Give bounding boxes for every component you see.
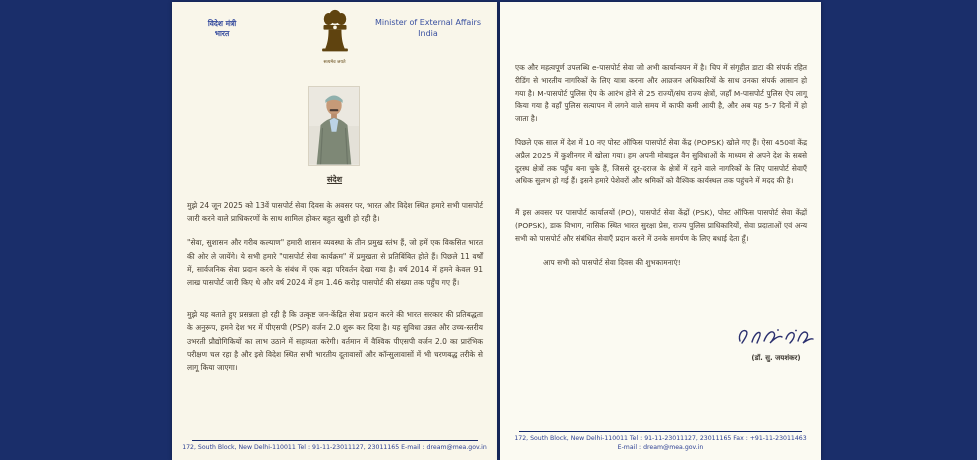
letter-body-page2 xyxy=(515,62,807,280)
letterhead-english-line1: Minister of External Affairs xyxy=(374,18,482,27)
letterhead-hindi-line2: भारत xyxy=(214,29,230,38)
footer-rule xyxy=(519,431,801,432)
footer-address: 172, South Block, New Delhi-110011 Tel : 91-11-23011127, 23011165 Fax : +91-11-23011463 xyxy=(514,435,807,442)
letter-page-2 xyxy=(500,2,821,460)
emblem-motto: सत्यमेव जयते xyxy=(323,60,346,65)
signature-block xyxy=(728,325,824,363)
message-heading: संदेश xyxy=(326,175,343,184)
paragraph: मुझे यह बताते हुए प्रसन्नता हो रही है कि उत्कृष्ट जन-केंद्रित सेवा प्रदान करने की भारत सरकार की प्रतिबद्धता के अनुरूप, हमने देश भर में पीएसपी (PSP) वर्जन 2.0 शुरू कर दिया है। यह सुविधा उन्नत और उच्च-स्तरीय उभरती प्रौद्योगिकियों का लाभ उठाने में सहायता करेगी। वर्तमान में वैश्विक पीएसपी वर्जन 2.0 का प्रारंभिक परीक्षण चल रहा है और इसे विदेश स्थित सभी भारतीय दूतावासों और कॉन्सुलावासों में भी चरणबद्ध तरीके से लागू किया जाएगा। xyxy=(187,310,483,373)
minister-portrait-icon xyxy=(309,87,359,165)
letterhead-english-title xyxy=(372,17,484,39)
letterhead-hindi-line1: विदेश मंत्री xyxy=(207,19,237,28)
footer-rule xyxy=(192,440,478,441)
letter-body-page1 xyxy=(187,199,483,385)
signatory-name: (डॉ. सु. जयशंकर) xyxy=(751,354,801,362)
paragraph: मैं इस अवसर पर पासपोर्ट कार्यालयों (PO), पासपोर्ट सेवा केंद्रों (PSK), पोस्ट ऑफिस पासपोर्ट सेवा केंद्रों (POPSK), डाक विभाग, नासिक स्थित भारत सुरक्षा प्रेस, राज्य पुलिस प्राधिकारियों, सेवा प्रदाताओं एवं अन्य सभी को पासपोर्ट और संबंधित सेवाएँ प्रदान करने में उनके समर्पण के लिए बधाई देता हूँ। xyxy=(515,208,807,243)
minister-portrait-photo xyxy=(308,86,360,166)
greeting-line: आप सभी को पासपोर्ट सेवा दिवस की शुभकामनाएं! xyxy=(543,257,681,267)
letter-page-1 xyxy=(172,2,497,460)
letterhead-english-line2: India xyxy=(418,29,438,38)
national-emblem-icon xyxy=(316,8,354,54)
page1-footer xyxy=(172,440,497,453)
paragraph: पिछले एक साल में देश में 10 नए पोस्ट ऑफिस पासपोर्ट सेवा केंद्र (POPSK) खोले गए हैं। ऐसा 450वां केंद्र अप्रैल 2025 में कुशीनगर में खोला गया। हम अपनी मोबाइल वैन सुविधाओं के माध्यम से अपने देश के सबसे दूरस्थ क्षेत्रों तक पहुँच बना चुके हैं, जिससे दूर-दराज के क्षेत्रों में रहने वाले नागरिकों के लिए पासपोर्ट सेवाएँ अधिक सुलभ हो गई हैं। इसने हमारे पेशेवरों और श्रमिकों को वैश्विक कार्यस्थल तक पहुंचने में मदद की है। xyxy=(515,137,807,186)
paragraph: एक और महत्वपूर्ण उपलब्धि e-पासपोर्ट सेवा जो अभी कार्यान्वयन में है। चिप में संगृहीत डाटा की संपर्क रहित रीडिंग से भारतीय नागरिकों के लिए यात्रा करना और आव्रजन अधिकारियों के साथ उनका संपर्क आसान हो गया है। M-पासपोर्ट पुलिस ऐप के आरंभ होने से 25 राज्यों/संघ राज्य क्षेत्रों, जहाँ M-पासपोर्ट पुलिस ऐप लागू किया गया है वहाँ पुलिस सत्यापन में लगने वाले समय में काफी कमी आयी है, और अब यह 5-7 दिनों में हो जाता है। xyxy=(515,63,807,124)
footer-address: 172, South Block, New Delhi-110011 Tel : 91-11-23011127, 23011165 E-mail : dream@mea.gov.in xyxy=(182,443,487,451)
footer-email: E-mail : dream@mea.gov.in xyxy=(617,443,704,451)
page2-footer xyxy=(500,431,821,452)
paragraph: "सेवा, सुशासन और गरीब कल्याण" हमारी शासन व्यवस्था के तीन प्रमुख स्तंभ हैं, जो हमें एक विकसित भारत की ओर ले जायेंगे। ये सभी हमारे "पासपोर्ट सेवा कार्यक्रम" में प्रमुखता से प्रतिबिंबित होते हैं। पिछले 11 वर्षों में, सार्वजनिक सेवा प्रदान करने के संबंध में एक बड़ा परिवर्तन देखा गया है। वर्ष 2014 में हमने केवल 91 लाख पासपोर्ट जारी किए थे और वर्ष 2024 में हम 1.46 करोड़ पासपोर्ट की संख्या तक पहुँच गए हैं। xyxy=(187,238,483,288)
paragraph: मुझे 24 जून 2025 को 13वें पासपोर्ट सेवा दिवस के अवसर पर, भारत और विदेश स्थित हमारे सभी पासपोर्ट जारी करने वाले प्राधिकरणों के साथ शामिल होकर बहुत खुशी हो रही है। xyxy=(187,201,483,224)
handwritten-signature-icon xyxy=(734,325,818,349)
